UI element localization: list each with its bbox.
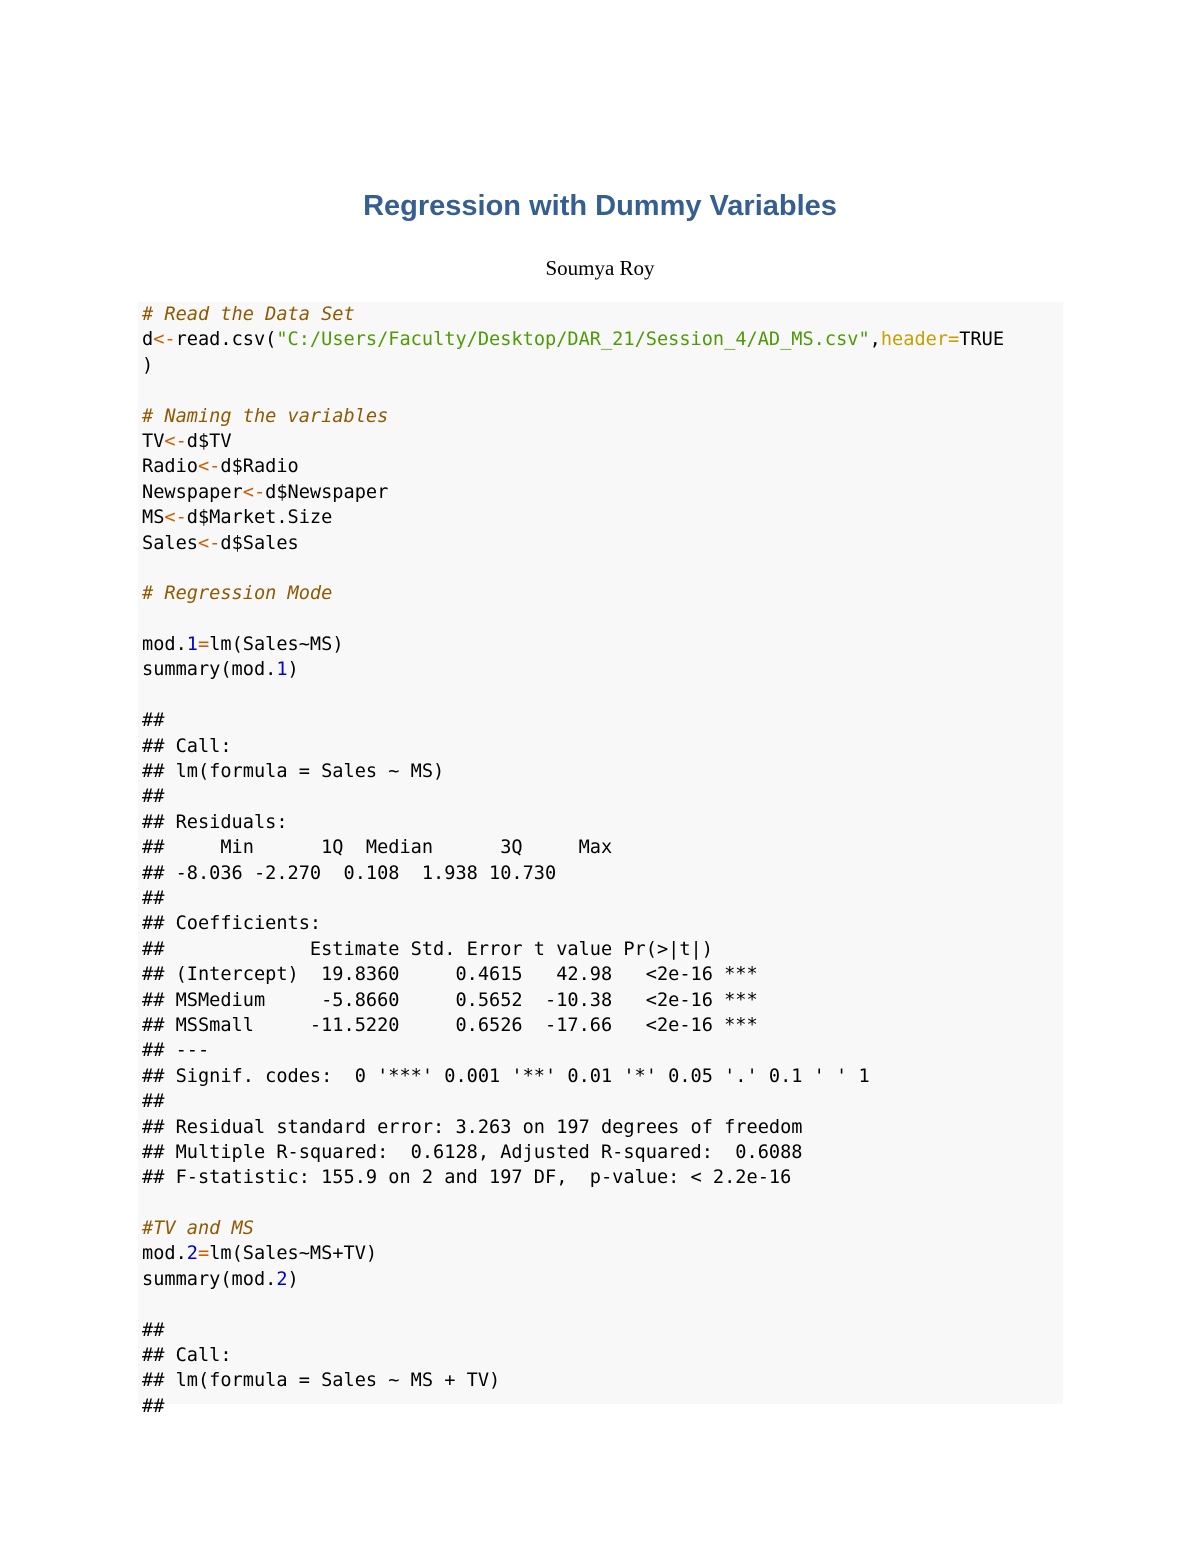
code-token: Newspaper [142,481,243,503]
document-author: Soumya Roy [545,256,655,280]
output-line: ## -8.036 -2.270 0.108 1.938 10.730 [142,862,557,884]
code-token: Sales [142,532,198,554]
output-line: ## [142,1319,165,1341]
code-comment: # Read the Data Set [142,304,355,325]
code-line-ms [142,505,1063,530]
code-token: <- [242,481,266,503]
code-comment: #TV and MS [142,1218,254,1240]
output-line: ## (Intercept) 19.8360 0.4615 42.98 <2e-16 *** [142,964,758,986]
code-line-sales [142,531,1063,556]
code-token: d [142,329,154,351]
code-line-read-csv [142,327,1063,352]
code-token: <- [164,507,187,529]
output-line: ## [142,1091,165,1113]
code-token: d$TV [186,430,232,452]
code-line-read-close: ) [142,354,154,376]
output-line: ## F-statistic: 155.9 on 2 and 197 DF, p-value: < 2.2e-16 [142,1167,792,1189]
code-number: 1 [276,659,288,681]
code-token: lm(Sales~MS) [209,634,344,656]
output-line: ## Estimate Std. Error t value Pr(>|t|) [142,938,713,960]
code-token: ) [287,1268,299,1290]
code-line-summary1 [142,657,1063,682]
blank-line [142,556,1063,581]
output-line: ## [142,710,165,732]
output-line: ## [142,786,165,808]
document-title: Regression with Dummy Variables [363,190,837,222]
code-token: ) [287,659,299,681]
code-token: <- [197,532,221,554]
output-line: ## MSSmall -11.5220 0.6526 -17.66 <2e-16 *** [142,1014,758,1036]
output-line: ## Coefficients: [142,913,322,935]
code-line-radio [142,454,1063,479]
code-token: lm(Sales~MS+TV) [209,1243,378,1265]
code-token: <- [164,430,187,452]
blank-line [142,378,1063,403]
code-token: summary(mod. [142,1268,277,1290]
code-token: <- [153,329,176,351]
code-line-summary2 [142,1267,1063,1292]
output-line: ## Multiple R-squared: 0.6128, Adjusted R-squared: 0.6088 [142,1141,803,1163]
output-line: ## lm(formula = Sales ~ MS + TV) [142,1370,501,1392]
code-number: 2 [276,1268,288,1290]
code-token: <- [197,456,221,478]
code-token: read.csv( [175,329,277,351]
output-line: ## Call: [142,1345,232,1367]
code-number: 2 [186,1243,198,1265]
code-token: mod. [142,634,187,656]
code-argument: header= [880,329,960,351]
code-token: = [197,634,210,656]
code-token: d$Radio [220,456,299,478]
code-token: d$Newspaper [265,481,389,503]
code-token: d$Market.Size [186,507,333,529]
code-token: d$Sales [220,532,299,554]
output-line: ## --- [142,1040,210,1062]
blank-line [142,607,1063,632]
blank-line [142,1292,1063,1317]
code-line-mod2 [142,1241,1063,1266]
output-line: ## Signif. codes: 0 '***' 0.001 '**' 0.01 '*' 0.05 '.' 0.1 ' ' 1 [142,1065,870,1087]
code-line-tv [142,429,1063,454]
output-line: ## Call: [142,735,232,757]
code-line-mod1 [142,632,1063,657]
code-token: TV [142,430,165,452]
code-token: mod. [142,1243,187,1265]
code-line-newspaper [142,480,1063,505]
output-line: ## [142,1395,165,1417]
code-token: = [197,1243,210,1265]
blank-line [142,683,1063,708]
code-token: Radio [142,456,198,478]
blank-line [142,1191,1063,1216]
code-number: 1 [186,634,198,656]
code-block [138,302,1063,1417]
output-line: ## MSMedium -5.8660 0.5652 -10.38 <2e-16 *** [142,989,758,1011]
output-line: ## Min 1Q Median 3Q Max [142,837,613,859]
output-line: ## Residuals: [142,811,288,833]
code-token: summary(mod. [142,659,277,681]
output-line: ## [142,887,165,909]
code-token: MS [142,507,165,529]
output-line: ## lm(formula = Sales ~ MS) [142,761,445,783]
code-comment: # Regression Mode [142,583,333,605]
code-token: TRUE [959,329,1005,351]
code-token: , [869,329,881,351]
output-line: ## Residual standard error: 3.263 on 197 degrees of freedom [142,1116,803,1138]
code-comment: # Naming the variables [142,405,389,427]
code-string: "C:/Users/Faculty/Desktop/DAR_21/Session_4/AD_MS.csv" [276,329,870,351]
